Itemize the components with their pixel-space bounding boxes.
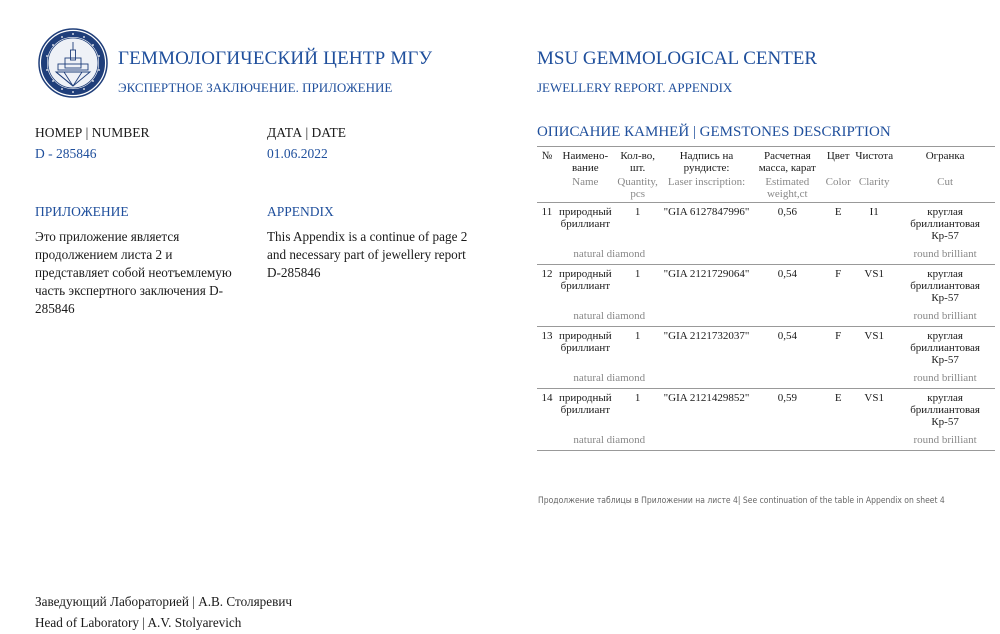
cell-weight: 0,54 <box>777 330 797 342</box>
number-value: D - 285846 <box>35 146 97 161</box>
col-header-color: Цвет <box>823 147 853 175</box>
cell-no: 11 <box>541 206 553 218</box>
cell-clarity: VS1 <box>864 268 884 280</box>
cell-cut-en: round brilliant <box>895 242 995 265</box>
col-header-clarity: Чистота <box>853 147 895 175</box>
cell-cut-en: round brilliant <box>895 366 995 389</box>
cell-name-en: natural diamond <box>557 304 662 327</box>
cell-cut-en: round brilliant <box>895 428 995 451</box>
col-header-name-en: Name <box>557 174 614 203</box>
table-row-en <box>537 304 995 327</box>
org-title-ru: ГЕММОЛОГИЧЕСКИЙ ЦЕНТР МГУ <box>118 48 433 69</box>
date-label: ДАТА | DATE <box>267 125 347 140</box>
cell-name-en: natural diamond <box>557 366 662 389</box>
cell-qty: 1 <box>634 330 641 342</box>
col-header-inscription-en: Laser inscription: <box>662 174 752 203</box>
table-row <box>537 203 995 243</box>
cell-color: F <box>835 268 842 280</box>
cell-inscription: "GIA 6127847996" <box>663 206 750 218</box>
col-header-no: № <box>537 147 557 175</box>
table-row <box>537 389 995 429</box>
table-row-en <box>537 242 995 265</box>
cell-name-ru: природный бриллиант <box>558 206 612 230</box>
cell-qty: 1 <box>634 206 641 218</box>
org-title-en: MSU GEMMOLOGICAL CENTER <box>537 48 818 69</box>
cell-cut-en: round brilliant <box>895 304 995 327</box>
gemstones-section-title: ОПИСАНИЕ КАМНЕЙ | GEMSTONES DESCRIPTION <box>537 124 891 140</box>
col-header-weight-en: Estimated weight,ct <box>751 174 823 203</box>
cell-qty: 1 <box>634 268 641 280</box>
cell-inscription: "GIA 2121429852" <box>663 392 750 404</box>
cell-no: 13 <box>541 330 553 342</box>
cell-clarity: I1 <box>869 206 879 218</box>
col-header-clarity-en: Clarity <box>853 174 895 203</box>
table-row <box>537 265 995 305</box>
col-header-cut: Огранка <box>895 147 995 175</box>
cell-no: 12 <box>541 268 553 280</box>
col-header-no-en <box>537 174 557 203</box>
appendix-title-en: APPENDIX <box>267 204 334 219</box>
col-header-qty-en: Quantity, pcs <box>614 174 662 203</box>
col-header-inscription: Надпись на рундисте: <box>662 147 752 175</box>
col-header-cut-en: Cut <box>895 174 995 203</box>
cell-qty: 1 <box>634 392 641 404</box>
cell-name-ru: природный бриллиант <box>558 330 612 354</box>
signature-en: Head of Laboratory | A.V. Stolyarevich <box>35 615 242 630</box>
table-continuation-note: Продолжение таблицы в Приложении на листе 4| See continuation of the table in Appendix on sheet 4 <box>538 496 945 506</box>
cell-clarity: VS1 <box>864 330 884 342</box>
cell-cut-ru: круглая бриллиантовая Кр-57 <box>910 392 980 428</box>
cell-cut-ru: круглая бриллиантовая Кр-57 <box>910 330 980 366</box>
cell-inscription: "GIA 2121732037" <box>663 330 750 342</box>
appendix-title-ru: ПРИЛОЖЕНИЕ <box>35 204 129 219</box>
col-header-qty: Кол-во, шт. <box>614 147 662 175</box>
table-header-ru <box>537 147 995 175</box>
cell-color: E <box>834 392 842 404</box>
cell-cut-ru: круглая бриллиантовая Кр-57 <box>910 268 980 304</box>
date-value: 01.06.2022 <box>267 146 328 161</box>
col-header-weight: Расчетная масса, карат <box>751 147 823 175</box>
report-subtitle-ru: ЭКСПЕРТНОЕ ЗАКЛЮЧЕНИЕ. ПРИЛОЖЕНИЕ <box>118 80 393 95</box>
cell-weight: 0,56 <box>777 206 797 218</box>
table-header-en <box>537 174 995 203</box>
cell-weight: 0,54 <box>777 268 797 280</box>
cell-name-ru: природный бриллиант <box>558 392 612 416</box>
col-header-name: Наимено-вание <box>557 147 614 175</box>
gemstones-table <box>537 146 995 451</box>
cell-inscription: "GIA 2121729064" <box>663 268 750 280</box>
cell-no: 14 <box>541 392 553 404</box>
cell-name-en: natural diamond <box>557 428 662 451</box>
cell-cut-ru: круглая бриллиантовая Кр-57 <box>910 206 980 242</box>
cell-color: E <box>834 206 842 218</box>
cell-weight: 0,59 <box>777 392 797 404</box>
report-subtitle-en: JEWELLERY REPORT. APPENDIX <box>537 80 733 95</box>
signature-ru: Заведующий Лабораторией | А.В. Столяревич <box>35 594 293 609</box>
table-row <box>537 327 995 367</box>
cell-name-ru: природный бриллиант <box>558 268 612 292</box>
msu-logo-seal <box>38 28 108 98</box>
cell-clarity: VS1 <box>864 392 884 404</box>
number-label: НОМЕР | NUMBER <box>35 125 150 140</box>
appendix-text-en: This Appendix is a continue of page 2 and necessary part of jewellery report D-285846 <box>267 229 468 280</box>
table-row-en <box>537 428 995 451</box>
cell-color: F <box>835 330 842 342</box>
col-header-color-en: Color <box>823 174 853 203</box>
cell-name-en: natural diamond <box>557 242 662 265</box>
table-row-en <box>537 366 995 389</box>
appendix-text-ru: Это приложение является продолжением листа 2 и представляет собой неотъемлемую часть экспертного заключения D- 285846 <box>35 229 232 316</box>
